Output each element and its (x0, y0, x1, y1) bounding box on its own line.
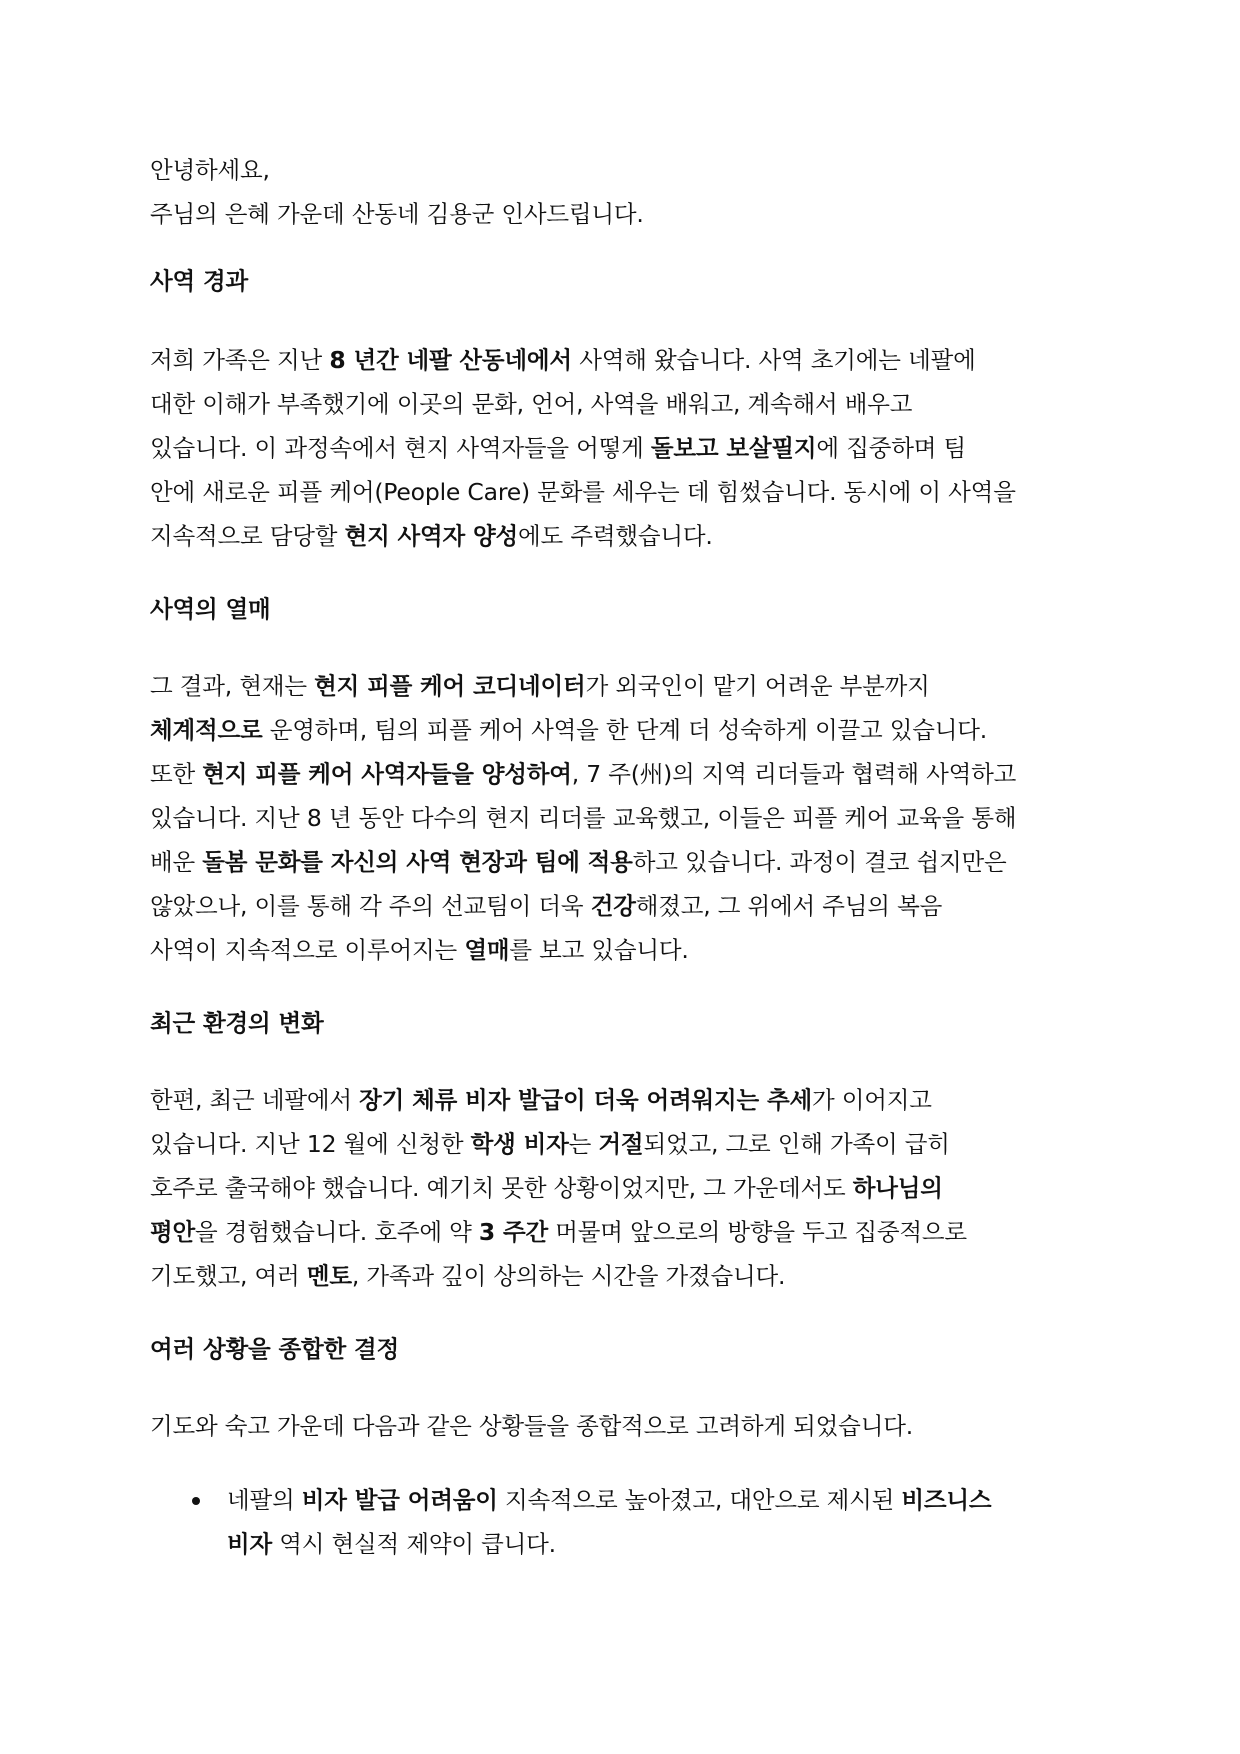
paragraph-line: 지속적으로 담당할 현지 사역자 양성에도 주력했습니다. (150, 522, 713, 550)
paragraph-line: 있습니다. 지난 12 월에 신청한 학생 비자는 거절되었고, 그로 인해 가족이 급히 (150, 1130, 950, 1158)
list-item-line: 비자 역시 현실적 제약이 큽니다. (227, 1530, 556, 1558)
greeting-line-2: 주님의 은혜 가운데 산동네 김용군 인사드립니다. (150, 200, 644, 228)
paragraph-line: 있습니다. 지난 8 년 동안 다수의 현지 리더를 교육했고, 이들은 피플 케어 교육을 통해 (150, 804, 1017, 832)
bullet-icon (192, 1497, 200, 1505)
paragraph-line: 호주로 출국해야 했습니다. 예기치 못한 상황이었지만, 그 가운데서도 하나님의 (150, 1174, 943, 1202)
paragraph-line: 안에 새로운 피플 케어(People Care) 문화를 세우는 데 힘썼습니다. 동시에 이 사역을 (150, 478, 1016, 506)
paragraph-line: 그 결과, 현재는 현지 피플 케어 코디네이터가 외국인이 맡기 어려운 부분까지 (150, 672, 930, 700)
greeting-line-1: 안녕하세요, (150, 156, 270, 184)
paragraph-line: 한편, 최근 네팔에서 장기 체류 비자 발급이 더욱 어려워지는 추세가 이어지고 (150, 1086, 932, 1114)
paragraph-line: 기도했고, 여러 멘토, 가족과 깊이 상의하는 시간을 가졌습니다. (150, 1262, 786, 1290)
list-item (150, 1478, 1100, 1578)
list-item-line: 네팔의 비자 발급 어려움이 지속적으로 높아졌고, 대안으로 제시된 비즈니스 (227, 1486, 992, 1514)
section-heading-progress: 사역 경과 (150, 267, 248, 295)
paragraph-line: 않았으나, 이를 통해 각 주의 선교팀이 더욱 건강해졌고, 그 위에서 주님의 복음 (150, 892, 943, 920)
section-heading-decision: 여러 상황을 종합한 결정 (150, 1335, 399, 1363)
paragraph-line: 기도와 숙고 가운데 다음과 같은 상황들을 종합적으로 고려하게 되었습니다. (150, 1412, 913, 1440)
section-heading-changes: 최근 환경의 변화 (150, 1009, 324, 1037)
paragraph-line: 저희 가족은 지난 8 년간 네팔 산동네에서 사역해 왔습니다. 사역 초기에는 네팔에 (150, 346, 976, 374)
paragraph-line: 평안을 경험했습니다. 호주에 약 3 주간 머물며 앞으로의 방향을 두고 집중적으로 (150, 1218, 967, 1246)
paragraph-line: 배운 돌봄 문화를 자신의 사역 현장과 팀에 적용하고 있습니다. 과정이 결코 쉽지만은 (150, 848, 1007, 876)
paragraph-line: 사역이 지속적으로 이루어지는 열매를 보고 있습니다. (150, 936, 689, 964)
paragraph-line: 체계적으로 운영하며, 팀의 피플 케어 사역을 한 단계 더 성숙하게 이끌고 있습니다. (150, 716, 988, 744)
paragraph-line: 또한 현지 피플 케어 사역자들을 양성하여, 7 주(州)의 지역 리더들과 협력해 사역하고 (150, 760, 1017, 788)
section-heading-fruit: 사역의 열매 (150, 595, 271, 623)
paragraph-line: 대한 이해가 부족했기에 이곳의 문화, 언어, 사역을 배워고, 계속해서 배우고 (150, 390, 913, 418)
paragraph-line: 있습니다. 이 과정속에서 현지 사역자들을 어떻게 돌보고 보살필지에 집중하며 팀 (150, 434, 966, 462)
